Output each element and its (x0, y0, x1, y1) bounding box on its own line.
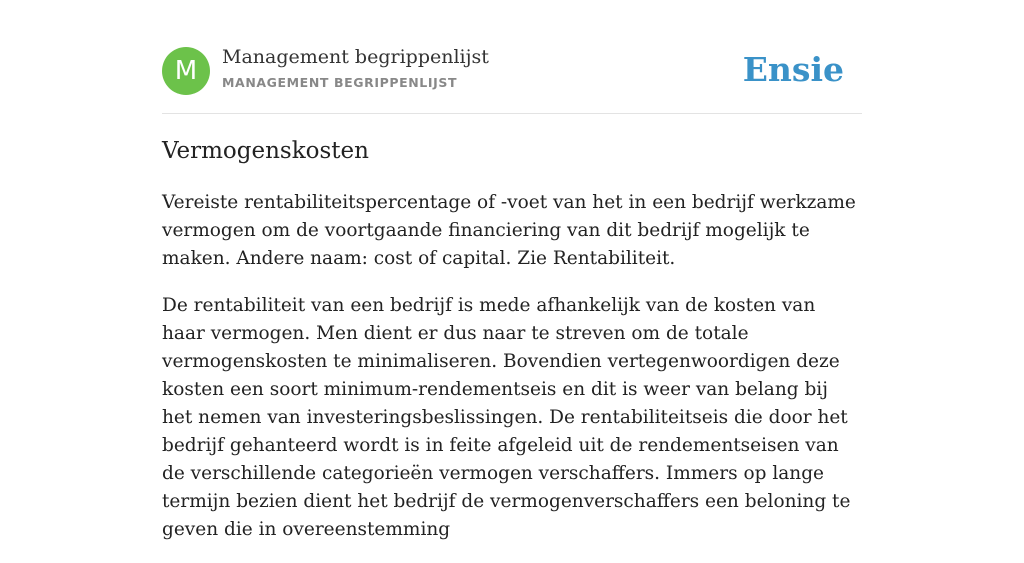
collection-title[interactable]: Management begrippenlijst (222, 46, 489, 68)
brand-logo[interactable]: Ensie (742, 50, 844, 89)
definition-paragraph-2: De rentabiliteit van een bedrijf is mede afhankelijk van de kosten van haar vermogen. Men dient er dus naar te streven om de totale vermogenskosten te minimaliseren. Bovendien vertegenwoordigen deze kosten een soort minimum-rendementseis en dit is weer van belang bij het nemen van investeringsbeslissingen. De rentabiliteitseis die door het bedrijf gehanteerd wordt is in feite afgeleid uit de rendementseisen van de verschillende categorieën vermogen verschaffers. Immers op lange termijn bezien dient het bedrijf de vermogenverschaffers een beloning te geven die in overeenstemming (162, 295, 851, 540)
page-title: Vermogenskosten (162, 138, 369, 164)
avatar[interactable]: M (162, 47, 210, 95)
collection-subtitle: MANAGEMENT BEGRIPPENLIJST (222, 75, 458, 90)
article-body (162, 189, 862, 563)
divider (162, 113, 862, 114)
definition-paragraph-1: Vereiste rentabiliteitspercentage of -voet van het in een bedrijf werkzame vermogen om de voortgaande financiering van dit bedrijf mogelijk te maken. Andere naam: cost of capital. Zie Rentabiliteit. (162, 192, 856, 269)
header (162, 46, 862, 96)
